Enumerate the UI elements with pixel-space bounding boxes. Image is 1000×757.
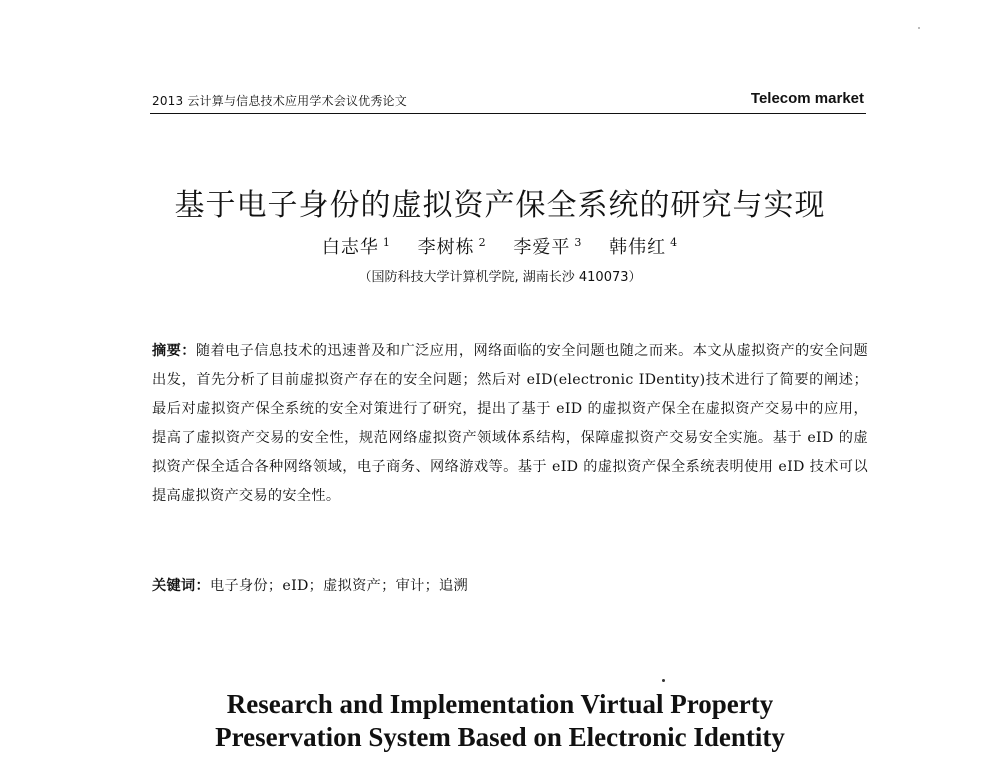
chinese-title: 基于电子身份的虚拟资产保全系统的研究与实现 (174, 188, 826, 223)
keywords-text: 电子身份；eID；虚拟资产；审计；追溯 (209, 578, 469, 594)
brand-name: Telecom market (750, 90, 864, 107)
keywords-label: 关键词： (152, 578, 210, 594)
affiliation: （国防科技大学计算机学院, 湖南长沙 410073） (358, 270, 642, 285)
author-name: 韩伟红 (609, 237, 667, 258)
english-title-line-2: Preservation System Based on Electronic Identity (215, 722, 785, 752)
journal-name: 2013 云计算与信息技术应用学术会议优秀论文 (152, 94, 407, 108)
author (418, 237, 487, 258)
keywords (152, 574, 868, 598)
author-affiliation-mark: 2 (478, 236, 487, 249)
english-title (0, 688, 1000, 754)
header-rule (150, 113, 866, 114)
author (322, 237, 391, 258)
abstract-text: 随着电子信息技术的迅速普及和广泛应用，网络面临的安全问题也随之而来。本文从虚拟资产的安全问题出发，首先分析了目前虚拟资产存在的安全问题；然后对 eID(electronic IDentity)技术进行了简要的阐述；最后对虚拟资产保全系统的安全对策进行了研究，提出了基于 eID 的虚拟资产保全在虚拟资产交易中的应用，提高了虚拟资产交易的安全性，规范网络虚拟资产领域体系结构，保障虚拟资产交易安全实施。基于 eID 的虚拟资产保全适合各种网络领域，电子商务、网络游戏等。基于 eID 的虚拟资产保全系统表明使用 eID 技术可以提高虚拟资产交易的安全性。 (152, 343, 868, 504)
abstract-label: 摘要： (152, 343, 196, 359)
author-affiliation-mark: 4 (670, 236, 679, 249)
abstract (152, 337, 868, 511)
author-affiliation-mark: 3 (574, 236, 583, 249)
author-list (0, 233, 1000, 259)
author (513, 237, 582, 258)
running-header (152, 88, 866, 114)
scan-speck (918, 27, 920, 29)
english-title-line-1: Research and Implementation Virtual Property (226, 689, 774, 719)
author-name: 白志华 (321, 237, 379, 258)
author (609, 237, 678, 258)
author-name: 李爱平 (513, 237, 571, 258)
author-name: 李树栋 (417, 237, 475, 258)
author-affiliation-mark: 1 (382, 236, 391, 249)
scan-dot (662, 679, 665, 682)
